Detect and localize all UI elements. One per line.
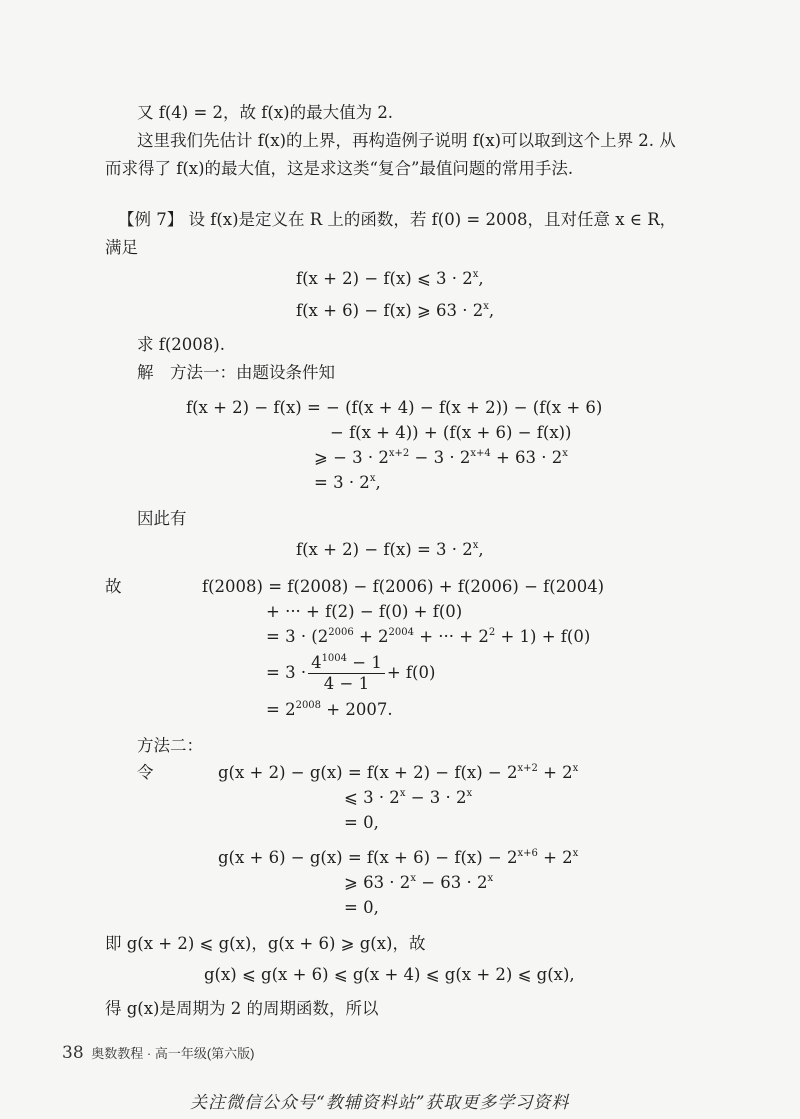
- page-number: 38: [62, 1043, 84, 1063]
- text-line: 又 f(4) = 2，故 f(x)的最大值为 2.: [137, 103, 394, 122]
- text-line: 满足: [105, 238, 138, 257]
- equation-line: = $3 \cdot 2^x$,: [314, 473, 381, 492]
- text-line: 故: [105, 577, 122, 596]
- condition-1: f(x + 2) − f(x) ⩽ $3 \cdot 2^x$,: [296, 269, 484, 288]
- watermark-text: 关注微信公众号“教辅资料站”获取更多学习资料: [190, 1093, 570, 1113]
- equation-line: $g(x + 6) - g(x) = f(x + 6) - f(x) - 2^{x+6} + 2^x$: [218, 848, 579, 867]
- equation-line: $f(x + 2) - f(x) = 3 \cdot 2^x$,: [296, 540, 484, 559]
- equation-line: ⩽ $3 \cdot 2^x - 3 \cdot 2^x$: [344, 788, 473, 807]
- equation-line: = $3 \cdot (2^{2006} + 2^{2004}$ + ··· + $2^2 + 1) + f(0)$: [266, 627, 591, 646]
- text-line: 而求得了 f(x)的最大值，这是求这类“复合”最值问题的常用手法.: [105, 159, 574, 178]
- equation-line: = $2^{2008} + 2007$.: [266, 700, 393, 719]
- equation-line: = 0,: [344, 813, 379, 832]
- text-line: 因此有: [137, 509, 187, 528]
- equation-line: ⩾ $63 \cdot 2^x - 63 \cdot 2^x$: [344, 873, 494, 892]
- equation-line: f(x + 2) − f(x) = − (f(x + 4) − f(x + 2)) − (f(x + 6): [186, 398, 603, 417]
- condition-2: f(x + 6) − f(x) ⩾ $63 \cdot 2^x$,: [296, 301, 495, 320]
- equation-line: + ··· + f(2) − f(0) + f(0): [266, 602, 463, 621]
- equation-line: f(2008) = f(2008) − f(2006) + f(2006) − f(2004): [202, 577, 605, 596]
- equation-line: ⩾ − $3 \cdot 2^{x+2} - 3 \cdot 2^{x+4} + 63 \cdot 2^x$: [314, 448, 568, 467]
- text-line: 方法二：: [137, 736, 203, 755]
- equation-line: $g(x + 2) - g(x) = f(x + 2) - f(x) - 2^{x+2} + 2^x$: [218, 763, 579, 782]
- example-heading: 【例 7】 设 f(x)是定义在 R 上的函数，若 f(0) = 2008，且对任意 x ∈ R，: [118, 210, 677, 229]
- text-line: 即 g(x + 2) ⩽ g(x)，g(x + 6) ⩾ g(x)，故: [105, 934, 426, 953]
- question: 求 f(2008).: [137, 335, 225, 354]
- equation-line: = 3 · $\frac{4^{1004} - 1}{4 - 1}$ + f(0): [266, 653, 436, 693]
- fraction: $\frac{4^{1004} - 1}{4 - 1}$: [308, 653, 385, 694]
- equation-line: = 0,: [344, 898, 379, 917]
- text-line: 得 g(x)是周期为 2 的周期函数，所以: [105, 999, 379, 1018]
- text-line: 令: [137, 763, 154, 782]
- equation-line: − f(x + 4)) + (f(x + 6) − f(x)): [330, 423, 572, 442]
- solution-heading: 解 方法一：由题设条件知: [137, 363, 335, 382]
- text-line: 这里我们先估计 f(x)的上界，再构造例子说明 f(x)可以取到这个上界 2. 从: [137, 131, 676, 150]
- equation-line: g(x) ⩽ g(x + 6) ⩽ g(x + 4) ⩽ g(x + 2) ⩽ g(x),: [204, 965, 575, 984]
- page-footer: [62, 1043, 254, 1063]
- book-title: 奥数教程 · 高一年级(第六版): [91, 1046, 255, 1061]
